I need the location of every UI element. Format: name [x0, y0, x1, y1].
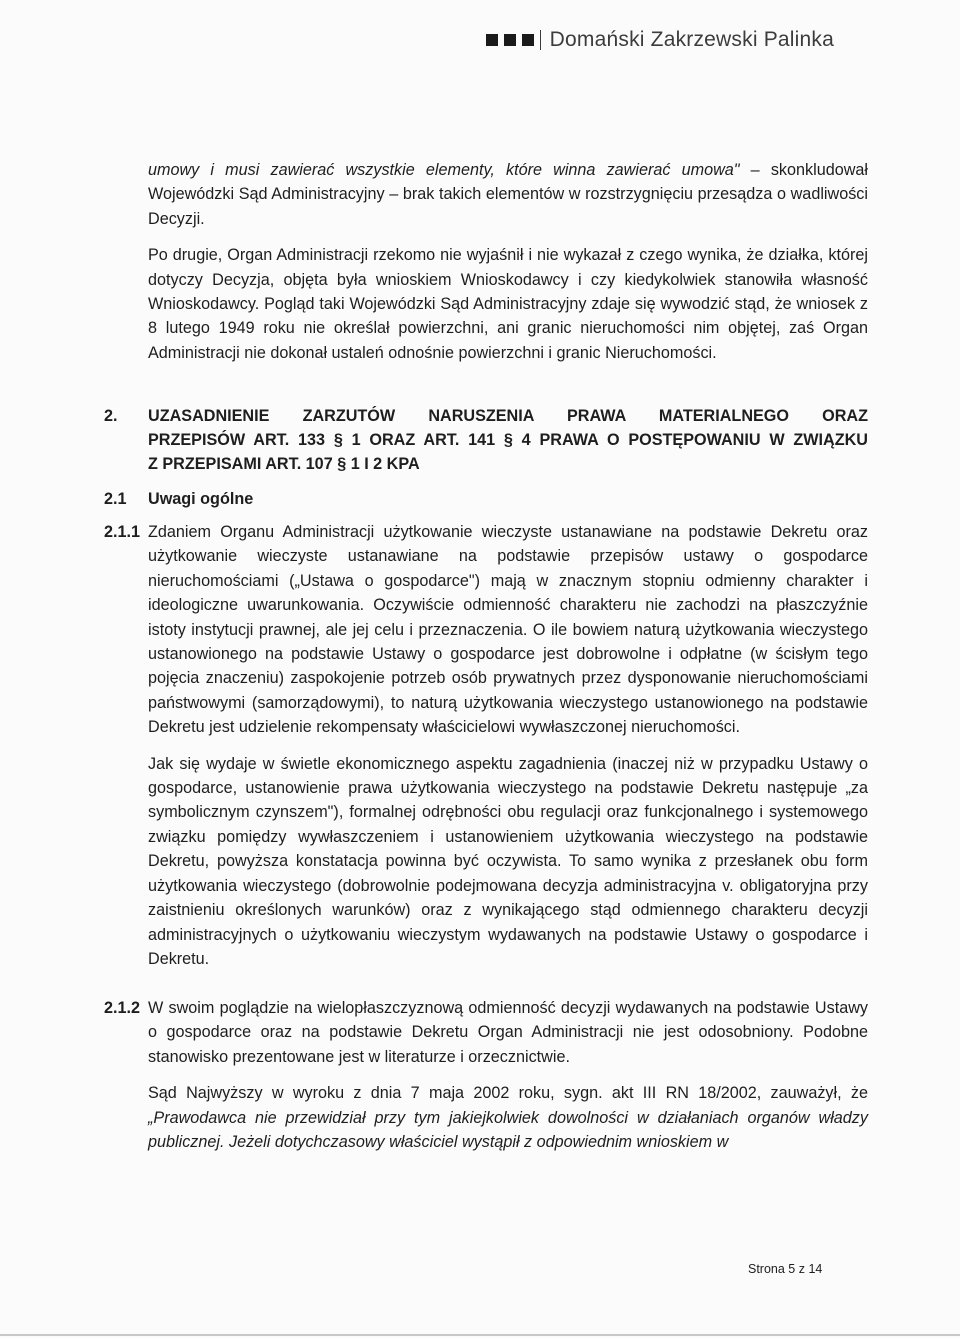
- paragraph: Po drugie, Organ Administracji rzekomo nie wyjaśnił i nie wykazał z czego wynika, że działka, której dotyczy Decyzja, objęta była wnioskiem Wnioskodawcy i czy kiedykolwiek stanowiła własność Wnioskodawcy. Pogląd taki Wojewódzki Sąd Administracyjny zdaje się wywodzić stąd, że wniosek z 8 lutego 1949 roku nie określał powierzchni, ani granic nieruchomości nim objętej, zaś Organ Administracji nie dokonał ustaleń odnośnie powierzchni i granic Nieruchomości.: [148, 246, 868, 362]
- paragraph: Jak się wydaje w świetle ekonomicznego aspektu zagadnienia (inaczej niż w przypadku Ustawy o gospodarce, ustanowienie prawa użytkowania wieczystego na podstawie Dekretu następuje „za symbolicznym czynszem"), formalnej odrębności obu regulacji oraz funkcjonalnego i systemowego związku pomiędzy wywłaszczeniem i ustanowieniem użytkowania wieczystego na podstawie Dekretu, powyższa konstatacja powinna być oczywista. To samo wynika z przesłanek obu form użytkowania wieczystego (dobrowolnie podejmowana decyzja administracyjna v. obligatoryjna przy zaistnieniu określonych warunków) oraz z wynikającego stąd odmiennego charakteru decyzji administracyjnych o użytkowaniu wieczystym wydawanych na podstawie Ustawy o gospodarce i Dekretu.: [148, 754, 868, 968]
- intro-paragraphs: [148, 158, 868, 365]
- quote-italic: „Prawodawca nie przewidział przy tym jakiejkolwiek dowolności w działaniach organów władzy publicznej. Jeżeli dotychczasowy właściciel wystąpił z odpowiednim wnioskiem w: [148, 1108, 868, 1152]
- paragraph: [148, 1081, 868, 1154]
- logo-square-icon: [504, 34, 516, 46]
- logo-square-icon: [486, 34, 498, 46]
- section-number: 2.: [104, 407, 118, 425]
- section-title-line: Z PRZEPISAMI ART. 107 § 1 I 2 KPA: [148, 455, 420, 473]
- section-title-line: PRZEPISÓW ART. 133 § 1 ORAZ ART. 141 § 4 PRAWA O POSTĘPOWANIU W ZWIĄZKU: [148, 431, 868, 449]
- paragraph-text: – skonkludował Wojewódzki Sąd Administracyjny – brak takich elementów w rozstrzygnięciu przesądza o wadliwości Decyzji.: [148, 161, 868, 228]
- firm-name: Domański Zakrzewski Palinka: [549, 28, 834, 51]
- paragraph-number: 2.1.1: [104, 523, 141, 541]
- paragraph-continuation: [148, 158, 868, 231]
- section-title: Uwagi ogólne: [148, 490, 254, 508]
- paragraph: Zdaniem Organu Administracji użytkowanie wieczyste ustanawiane na podstawie Dekretu oraz użytkowanie wieczyste ustanawiane na podstawie przepisów ustawy o gospodarce nieruchomościami („Ustawa o gospodarce") mają w znacznym stopniu odmienny charakter i ideologiczne uwarunkowania. Oczywiście odmienność charakteru nie zachodzi na płaszczyźnie istoty instytucji prawnej, ale jej celu i przeznaczenia. O ile bowiem naturą użytkowania wieczystego ustanowionego na podstawie Ustawy o gospodarce jest dobrowolne i odpłatne (w ścisłym tego pojęcia znaczeniu) zaspokojenie potrzeb osób prywatnych przez dysponowanie nieruchomościami państwowymi (samorządowymi), to naturą użytkowania wieczystego ustanowionego na podstawie Dekretu jest udzielenie rekompensaty właścicielowi wywłaszczonej nieruchomości.: [148, 523, 868, 737]
- paragraph: W swoim poglądzie na wielopłaszczyznową odmienność decyzji wydawanych na podstawie Ustawy o gospodarce oraz na podstawie Dekretu Organ Administracji nie jest odosobniony. Podobne stanowisko prezentowane jest w literaturze i orzecznictwie.: [148, 999, 868, 1066]
- section-title-line: UZASADNIENIE ZARZUTÓW NARUSZENIA PRAWA MATERIALNEGO ORAZ: [148, 407, 868, 425]
- paragraph-text: Sąd Najwyższy w wyroku z dnia 7 maja 2002 roku, sygn. akt III RN 18/2002, zauważył, że: [148, 1084, 868, 1103]
- letterhead: [486, 28, 834, 52]
- page-number: Strona 5 z 14: [748, 1262, 823, 1276]
- logo-square-icon: [522, 34, 534, 46]
- paragraph-block: [148, 520, 868, 971]
- section-number: 2.1: [104, 490, 127, 508]
- paragraph-block: [148, 996, 868, 1154]
- page-edge-line: [0, 1334, 960, 1336]
- quote-italic: umowy i musi zawierać wszystkie elementy, które winna zawierać umowa": [148, 161, 740, 179]
- paragraph-number: 2.1.2: [104, 999, 141, 1017]
- logo-divider: [540, 30, 541, 50]
